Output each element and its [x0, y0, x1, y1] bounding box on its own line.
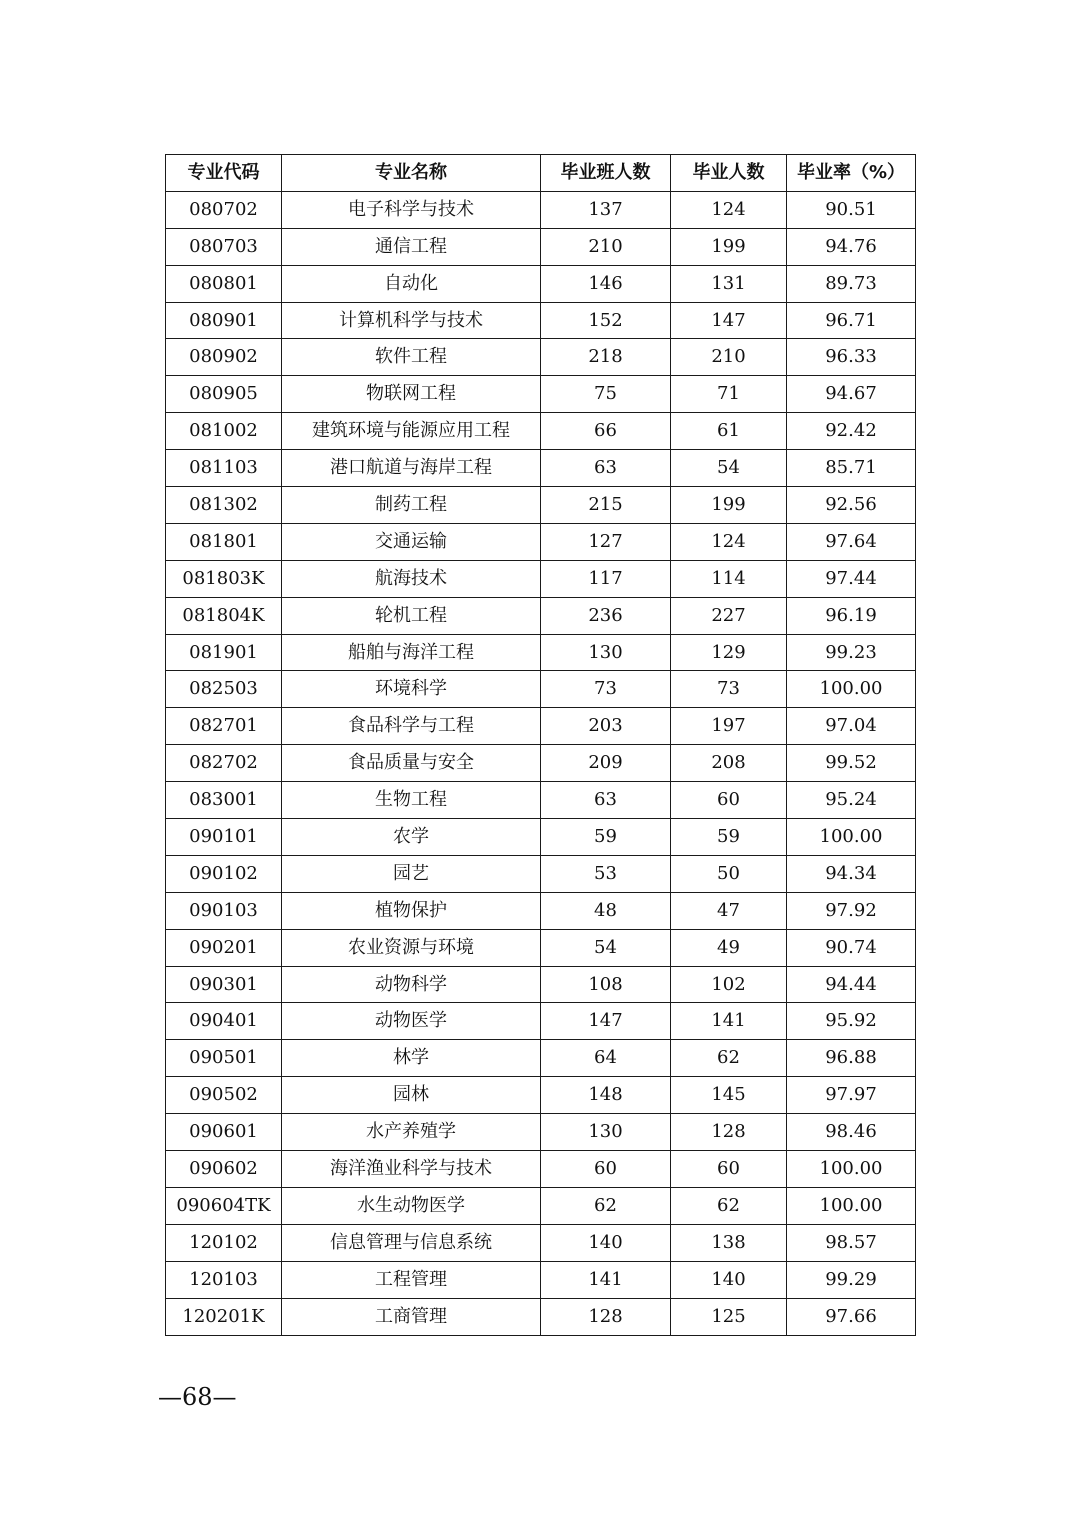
table-row [166, 523, 916, 560]
major-name-cell: 船舶与海洋工程 [282, 634, 541, 671]
class-count-cell: 117 [541, 560, 671, 597]
graduation-rate-cell: 94.67 [787, 376, 916, 413]
table-row [166, 376, 916, 413]
graduate-count-cell: 129 [671, 634, 787, 671]
graduation-rate-cell: 94.34 [787, 855, 916, 892]
class-count-cell: 130 [541, 634, 671, 671]
graduate-count-cell: 140 [671, 1261, 787, 1298]
major-name-cell: 港口航道与海岸工程 [282, 450, 541, 487]
graduate-count-cell: 50 [671, 855, 787, 892]
major-name-cell: 工程管理 [282, 1261, 541, 1298]
table-row [166, 1261, 916, 1298]
major-name-cell: 海洋渔业科学与技术 [282, 1151, 541, 1188]
graduation-rate-cell: 97.66 [787, 1298, 916, 1335]
table-row [166, 1114, 916, 1151]
graduate-count-cell: 208 [671, 745, 787, 782]
table-row [166, 929, 916, 966]
graduate-count-cell: 197 [671, 708, 787, 745]
graduation-rate-cell: 100.00 [787, 819, 916, 856]
table-row [166, 1077, 916, 1114]
major-name-cell: 信息管理与信息系统 [282, 1224, 541, 1261]
table-row [166, 597, 916, 634]
table-row [166, 782, 916, 819]
class-count-cell: 59 [541, 819, 671, 856]
graduation-rate-cell: 96.19 [787, 597, 916, 634]
header-graduation-rate: 毕业率（%） [787, 155, 916, 192]
class-count-cell: 140 [541, 1224, 671, 1261]
table-row [166, 745, 916, 782]
major-code-cell: 081803K [166, 560, 282, 597]
graduation-rate-cell: 92.56 [787, 487, 916, 524]
table-body [166, 191, 916, 1335]
major-code-cell: 081103 [166, 450, 282, 487]
class-count-cell: 209 [541, 745, 671, 782]
major-code-cell: 090401 [166, 1003, 282, 1040]
major-code-cell: 120201K [166, 1298, 282, 1335]
major-name-cell: 建筑环境与能源应用工程 [282, 413, 541, 450]
graduation-rate-cell: 89.73 [787, 265, 916, 302]
class-count-cell: 152 [541, 302, 671, 339]
major-code-cell: 081302 [166, 487, 282, 524]
graduate-count-cell: 124 [671, 191, 787, 228]
table-row [166, 892, 916, 929]
graduate-count-cell: 102 [671, 966, 787, 1003]
graduation-rate-cell: 94.76 [787, 228, 916, 265]
table-row [166, 191, 916, 228]
graduate-count-cell: 114 [671, 560, 787, 597]
graduation-rate-cell: 98.46 [787, 1114, 916, 1151]
graduation-rate-cell: 97.97 [787, 1077, 916, 1114]
graduation-rate-cell: 95.24 [787, 782, 916, 819]
major-name-cell: 生物工程 [282, 782, 541, 819]
class-count-cell: 215 [541, 487, 671, 524]
class-count-cell: 63 [541, 782, 671, 819]
table-row [166, 634, 916, 671]
major-name-cell: 物联网工程 [282, 376, 541, 413]
major-code-cell: 090604TK [166, 1187, 282, 1224]
header-graduating-class-count: 毕业班人数 [541, 155, 671, 192]
table-row [166, 855, 916, 892]
graduate-count-cell: 73 [671, 671, 787, 708]
class-count-cell: 147 [541, 1003, 671, 1040]
graduate-count-cell: 60 [671, 1151, 787, 1188]
class-count-cell: 127 [541, 523, 671, 560]
graduation-rate-cell: 97.64 [787, 523, 916, 560]
table-row [166, 1187, 916, 1224]
major-code-cell: 080902 [166, 339, 282, 376]
class-count-cell: 203 [541, 708, 671, 745]
major-code-cell: 120103 [166, 1261, 282, 1298]
major-code-cell: 080702 [166, 191, 282, 228]
major-name-cell: 农业资源与环境 [282, 929, 541, 966]
graduation-rate-cell: 100.00 [787, 671, 916, 708]
table-header-row [166, 155, 916, 192]
table-row [166, 1224, 916, 1261]
class-count-cell: 63 [541, 450, 671, 487]
table-row [166, 1003, 916, 1040]
table-row [166, 966, 916, 1003]
class-count-cell: 62 [541, 1187, 671, 1224]
graduate-count-cell: 71 [671, 376, 787, 413]
major-code-cell: 090201 [166, 929, 282, 966]
class-count-cell: 137 [541, 191, 671, 228]
graduation-rate-cell: 97.92 [787, 892, 916, 929]
table-row [166, 560, 916, 597]
class-count-cell: 210 [541, 228, 671, 265]
graduate-count-cell: 227 [671, 597, 787, 634]
class-count-cell: 128 [541, 1298, 671, 1335]
major-code-cell: 080703 [166, 228, 282, 265]
header-major-code: 专业代码 [166, 155, 282, 192]
major-code-cell: 090502 [166, 1077, 282, 1114]
major-code-cell: 090102 [166, 855, 282, 892]
major-code-cell: 090301 [166, 966, 282, 1003]
major-name-cell: 轮机工程 [282, 597, 541, 634]
table-row [166, 450, 916, 487]
major-name-cell: 环境科学 [282, 671, 541, 708]
class-count-cell: 66 [541, 413, 671, 450]
header-major-name: 专业名称 [282, 155, 541, 192]
graduation-rate-cell: 97.44 [787, 560, 916, 597]
class-count-cell: 60 [541, 1151, 671, 1188]
graduation-rate-cell: 99.23 [787, 634, 916, 671]
table-row [166, 302, 916, 339]
table-row [166, 708, 916, 745]
table-row [166, 228, 916, 265]
major-name-cell: 林学 [282, 1040, 541, 1077]
graduate-count-cell: 62 [671, 1040, 787, 1077]
graduate-count-cell: 124 [671, 523, 787, 560]
major-code-cell: 081002 [166, 413, 282, 450]
major-code-cell: 081801 [166, 523, 282, 560]
class-count-cell: 108 [541, 966, 671, 1003]
major-name-cell: 计算机科学与技术 [282, 302, 541, 339]
graduation-rate-cell: 99.29 [787, 1261, 916, 1298]
graduation-rate-cell: 100.00 [787, 1151, 916, 1188]
major-name-cell: 自动化 [282, 265, 541, 302]
page-number: —68— [158, 1383, 237, 1411]
major-name-cell: 农学 [282, 819, 541, 856]
table-row [166, 1151, 916, 1188]
graduate-count-cell: 125 [671, 1298, 787, 1335]
table-row [166, 1040, 916, 1077]
graduate-count-cell: 199 [671, 228, 787, 265]
graduation-rate-cell: 95.92 [787, 1003, 916, 1040]
graduate-count-cell: 199 [671, 487, 787, 524]
table-row [166, 1298, 916, 1335]
graduation-rate-cell: 96.88 [787, 1040, 916, 1077]
major-name-cell: 动物医学 [282, 1003, 541, 1040]
graduate-count-cell: 47 [671, 892, 787, 929]
major-code-cell: 082702 [166, 745, 282, 782]
class-count-cell: 64 [541, 1040, 671, 1077]
major-code-cell: 090103 [166, 892, 282, 929]
graduation-rate-cell: 96.71 [787, 302, 916, 339]
graduate-count-cell: 49 [671, 929, 787, 966]
table-row [166, 265, 916, 302]
major-name-cell: 交通运输 [282, 523, 541, 560]
header-graduate-count: 毕业人数 [671, 155, 787, 192]
major-name-cell: 水生动物医学 [282, 1187, 541, 1224]
class-count-cell: 75 [541, 376, 671, 413]
graduation-rate-cell: 85.71 [787, 450, 916, 487]
major-name-cell: 制药工程 [282, 487, 541, 524]
major-name-cell: 软件工程 [282, 339, 541, 376]
graduate-count-cell: 131 [671, 265, 787, 302]
major-code-cell: 080801 [166, 265, 282, 302]
major-code-cell: 083001 [166, 782, 282, 819]
major-code-cell: 080901 [166, 302, 282, 339]
graduate-count-cell: 147 [671, 302, 787, 339]
major-code-cell: 082701 [166, 708, 282, 745]
class-count-cell: 236 [541, 597, 671, 634]
major-name-cell: 食品质量与安全 [282, 745, 541, 782]
graduation-rate-cell: 97.04 [787, 708, 916, 745]
major-code-cell: 090601 [166, 1114, 282, 1151]
graduate-count-cell: 128 [671, 1114, 787, 1151]
graduate-count-cell: 138 [671, 1224, 787, 1261]
major-name-cell: 动物科学 [282, 966, 541, 1003]
major-code-cell: 090101 [166, 819, 282, 856]
major-name-cell: 植物保护 [282, 892, 541, 929]
major-name-cell: 食品科学与工程 [282, 708, 541, 745]
table-row [166, 339, 916, 376]
major-name-cell: 通信工程 [282, 228, 541, 265]
graduate-count-cell: 141 [671, 1003, 787, 1040]
class-count-cell: 73 [541, 671, 671, 708]
graduate-count-cell: 61 [671, 413, 787, 450]
major-name-cell: 水产养殖学 [282, 1114, 541, 1151]
graduation-rate-cell: 99.52 [787, 745, 916, 782]
graduate-count-cell: 54 [671, 450, 787, 487]
major-code-cell: 081804K [166, 597, 282, 634]
major-name-cell: 航海技术 [282, 560, 541, 597]
table-row [166, 487, 916, 524]
class-count-cell: 146 [541, 265, 671, 302]
table-row [166, 413, 916, 450]
graduation-rate-cell: 96.33 [787, 339, 916, 376]
table-row [166, 671, 916, 708]
class-count-cell: 54 [541, 929, 671, 966]
major-name-cell: 工商管理 [282, 1298, 541, 1335]
class-count-cell: 148 [541, 1077, 671, 1114]
graduate-count-cell: 210 [671, 339, 787, 376]
class-count-cell: 48 [541, 892, 671, 929]
class-count-cell: 53 [541, 855, 671, 892]
graduation-rate-cell: 90.51 [787, 191, 916, 228]
graduation-rate-cell: 100.00 [787, 1187, 916, 1224]
class-count-cell: 141 [541, 1261, 671, 1298]
graduate-count-cell: 145 [671, 1077, 787, 1114]
graduation-rate-table [165, 154, 916, 1336]
major-code-cell: 120102 [166, 1224, 282, 1261]
major-code-cell: 090501 [166, 1040, 282, 1077]
graduate-count-cell: 60 [671, 782, 787, 819]
major-code-cell: 081901 [166, 634, 282, 671]
major-code-cell: 082503 [166, 671, 282, 708]
graduation-rate-cell: 90.74 [787, 929, 916, 966]
graduate-count-cell: 62 [671, 1187, 787, 1224]
major-code-cell: 090602 [166, 1151, 282, 1188]
graduation-rate-cell: 94.44 [787, 966, 916, 1003]
major-name-cell: 电子科学与技术 [282, 191, 541, 228]
class-count-cell: 130 [541, 1114, 671, 1151]
table-row [166, 819, 916, 856]
class-count-cell: 218 [541, 339, 671, 376]
graduate-count-cell: 59 [671, 819, 787, 856]
major-code-cell: 080905 [166, 376, 282, 413]
graduation-rate-cell: 98.57 [787, 1224, 916, 1261]
major-name-cell: 园林 [282, 1077, 541, 1114]
major-name-cell: 园艺 [282, 855, 541, 892]
graduation-rate-cell: 92.42 [787, 413, 916, 450]
